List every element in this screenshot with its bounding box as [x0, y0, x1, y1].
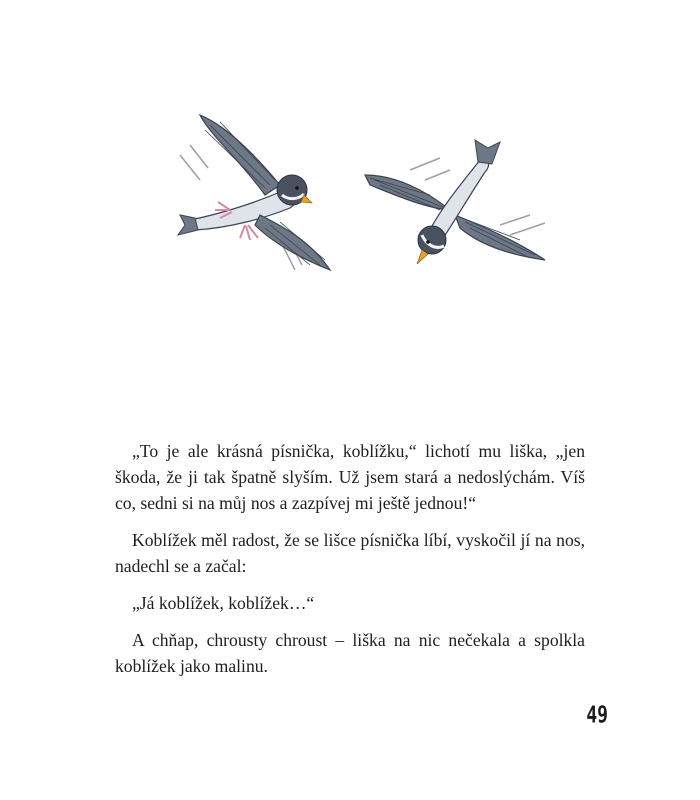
left-bird: [178, 115, 330, 270]
paragraph: „Já koblížek, koblížek…“: [132, 593, 315, 613]
paragraph: A chňap, chrousty chroust – liška na nic nečekala a spolkla koblížek jako malinu.: [115, 630, 585, 676]
paragraph: „To je ale krásná písnička, koblížku,“ lichotí mu liška, „jen škoda, že ji tak špatně slyším. Už jsem stará a nedoslýchám. Víš co, sedni si na můj nos a zazpívej mi ještě jednou!“: [115, 441, 585, 513]
right-bird: [365, 140, 545, 264]
birds-illustration: [170, 100, 590, 290]
paragraph: Koblížek měl radost, že se lišce písnička líbí, vyskočil jí na nos, nadechl se a začal:: [115, 530, 585, 576]
story-text: [115, 438, 585, 690]
page-number: 49: [586, 701, 608, 730]
